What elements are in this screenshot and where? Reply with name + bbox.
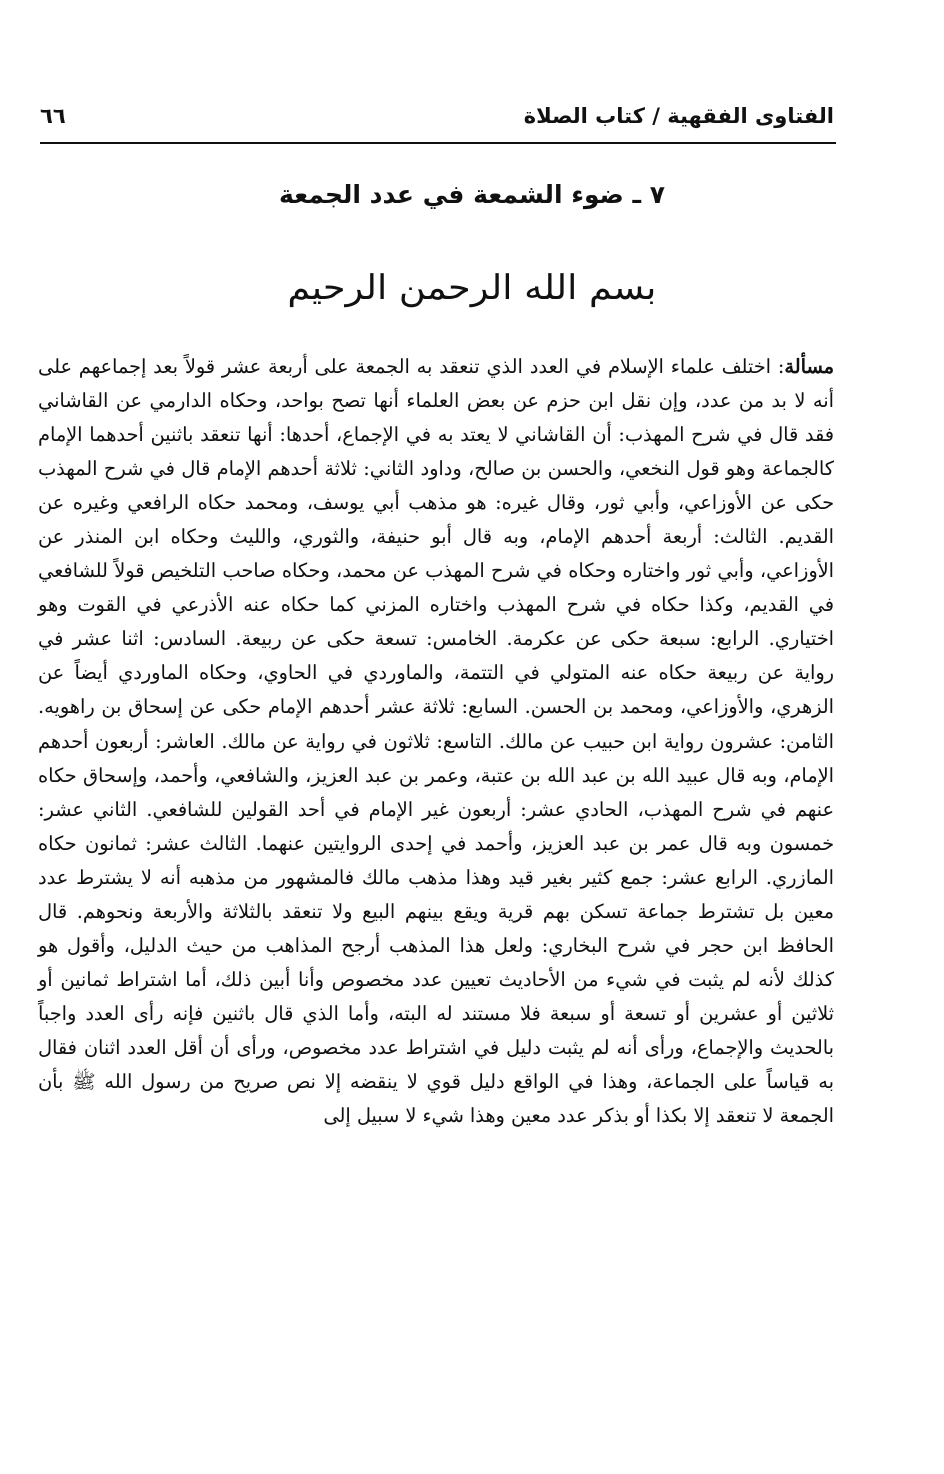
lead-word: مسألة — [784, 355, 834, 378]
chapter-title: ٧ ـ ضوء الشمعة في عدد الجمعة — [278, 180, 666, 209]
body-paragraph — [38, 350, 834, 1133]
body-text — [38, 350, 834, 1133]
page-header — [40, 96, 834, 136]
paragraph-text: : اختلف علماء الإسلام في العدد الذي تنعقد به الجمعة على أربعة عشر قولاً بعد إجماعهم على أنه لا بد من عدد، وإن نقل ابن حزم عن بعض العلماء أنها تصح بواحد، وحكاه الدارمي عن القاشاني فقد قال في شرح المهذب: أن القاشاني لا يعتد به في الإجماع، أحدها: أنها تنعقد باثنين أحدهما الإمام كالجماعة وهو قول النخعي، والحسن بن صالح، وداود الثاني: ثلاثة أحدهم الإمام قال في شرح المهذب حكى عن الأوزاعي، وأبي ثور، وقال غيره: هو مذهب أبي يوسف، ومحمد حكاه الرافعي وغيره عن القديم. الثالث: أربعة أحدهم الإمام، وبه قال أبو حنيفة، والثوري، والليث وحكاه ابن المنذر عن الأوزاعي، وأبي ثور واختاره وحكاه في شرح المهذب عن محمد، وحكاه صاحب التلخيص قولاً للشافعي في القديم، وكذا حكاه في شرح المهذب واختاره المزني كما حكاه عنه الأذرعي في القوت وهو اختياري. الرابع: سبعة حكى عن عكرمة. الخامس: تسعة حكى عن ربيعة. السادس: اثنا عشر في رواية عن ربيعة حكاه عنه المتولي في التتمة، والماوردي في الحاوي، وحكاه الماوردي أيضاً عن الزهري، والأوزاعي، ومحمد بن الحسن. السابع: ثلاثة عشر أحدهم الإمام حكى عن إسحاق بن راهويه. الثامن: عشرون رواية ابن حبيب عن مالك. التاسع: ثلاثون في رواية عن مالك. العاشر: أربعون أحدهم الإمام، وبه قال عبيد الله بن عبد الله بن عتبة، وعمر بن عبد العزيز، والشافعي، وأحمد، وإسحاق حكاه عنهم في شرح المهذب، الحادي عشر: أربعون غير الإمام في أحد القولين للشافعي. الثاني عشر: خمسون وبه قال عمر بن عبد العزيز، وأحمد في إحدى الروايتين عنهما. الثالث عشر: ثمانون حكاه المازري. الرابع عشر: جمع كثير بغير قيد وهذا مذهب مالك فالمشهور من مذهبه أنه لا يشترط عدد معين بل تشترط جماعة تسكن بهم قرية ويقع بينهم البيع ولا تنعقد بالثلاثة والأربعة ونحوهم. قال الحافظ ابن حجر في شرح البخاري: ولعل هذا المذهب أرجح المذاهب من حيث الدليل، وأقول هو كذلك لأنه لم يثبت في شيء من الأحاديث تعيين عدد مخصوص وأنا أبين ذلك، أما اشتراط ثمانين أو ثلاثين أو عشرين أو تسعة أو سبعة فلا مستند له البته، وأما الذي قال باثنين فإنه رأى العدد واجباً بالحديث والإجماع، ورأى أنه لم يثبت دليل في اشتراط عدد مخصوص، ورأى أن أقل العدد اثنان فقال به قياساً على الجماعة، وهذا في الواقع دليل قوي لا ينقضه إلا نص صريح من رسول الله ﷺ بأن الجمعة لا تنعقد إلا بكذا أو بذكر عدد معين وهذا شيء لا سبيل إلى — [38, 355, 834, 1128]
basmala-text: بسم الله الرحمن الرحيم — [287, 268, 657, 308]
header-divider — [40, 142, 836, 144]
basmala-calligraphy — [0, 268, 944, 308]
running-title: الفتاوى الفقهية / كتاب الصلاة — [523, 104, 834, 128]
page-number: ٦٦ — [40, 104, 66, 128]
